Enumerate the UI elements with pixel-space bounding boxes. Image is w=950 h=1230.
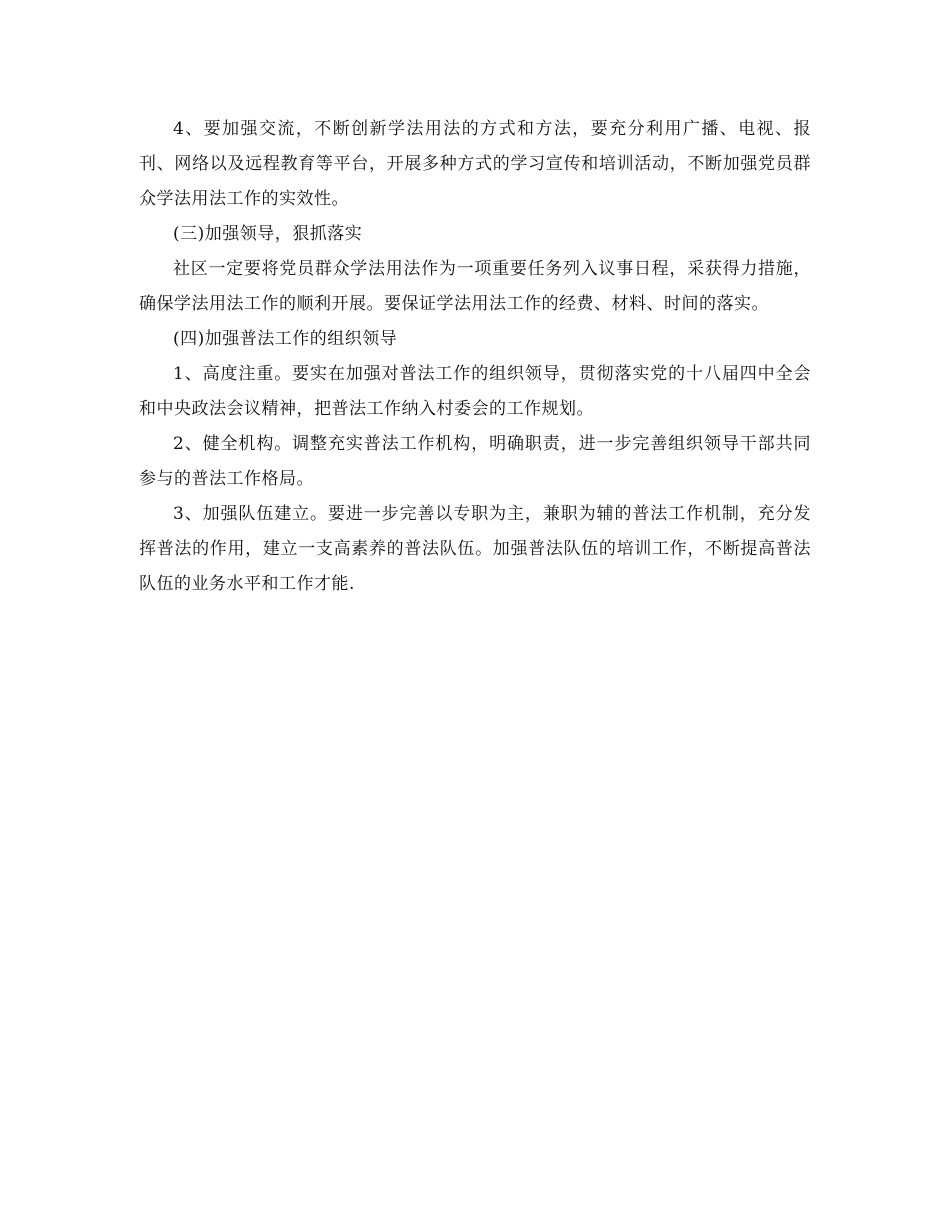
section-heading-organization: (四)加强普法工作的组织领导 <box>173 329 398 349</box>
paragraph-high-attention: 1、高度注重。要实在加强对普法工作的组织领导，贯彻落实党的十八届四中全会和中央政法会议精神，把普法工作纳入村委会的工作规划。 <box>139 364 811 419</box>
document-body <box>139 112 811 602</box>
paragraph-community-task: 社区一定要将党员群众学法用法作为一项重要任务列入议事日程，采获得力措施，确保学法用法工作的顺利开展。要保证学法用法工作的经费、材料、时间的落实。 <box>139 259 811 314</box>
section-heading-leadership: (三)加强领导，狠抓落实 <box>173 224 363 244</box>
paragraph-sound-institutions: 2、健全机构。调整充实普法工作机构，明确职责，进一步完善组织领导干部共同参与的普法工作格局。 <box>139 434 811 489</box>
paragraph-exchange: 4、要加强交流，不断创新学法用法的方式和方法，要充分利用广播、电视、报刊、网络以及远程教育等平台，开展多种方式的学习宣传和培训活动，不断加强党员群众学法用法工作的实效性。 <box>139 119 811 209</box>
paragraph-team-building: 3、加强队伍建立。要进一步完善以专职为主，兼职为辅的普法工作机制，充分发挥普法的作用，建立一支高素养的普法队伍。加强普法队伍的培训工作，不断提高普法队伍的业务水平和工作才能. <box>139 504 811 594</box>
